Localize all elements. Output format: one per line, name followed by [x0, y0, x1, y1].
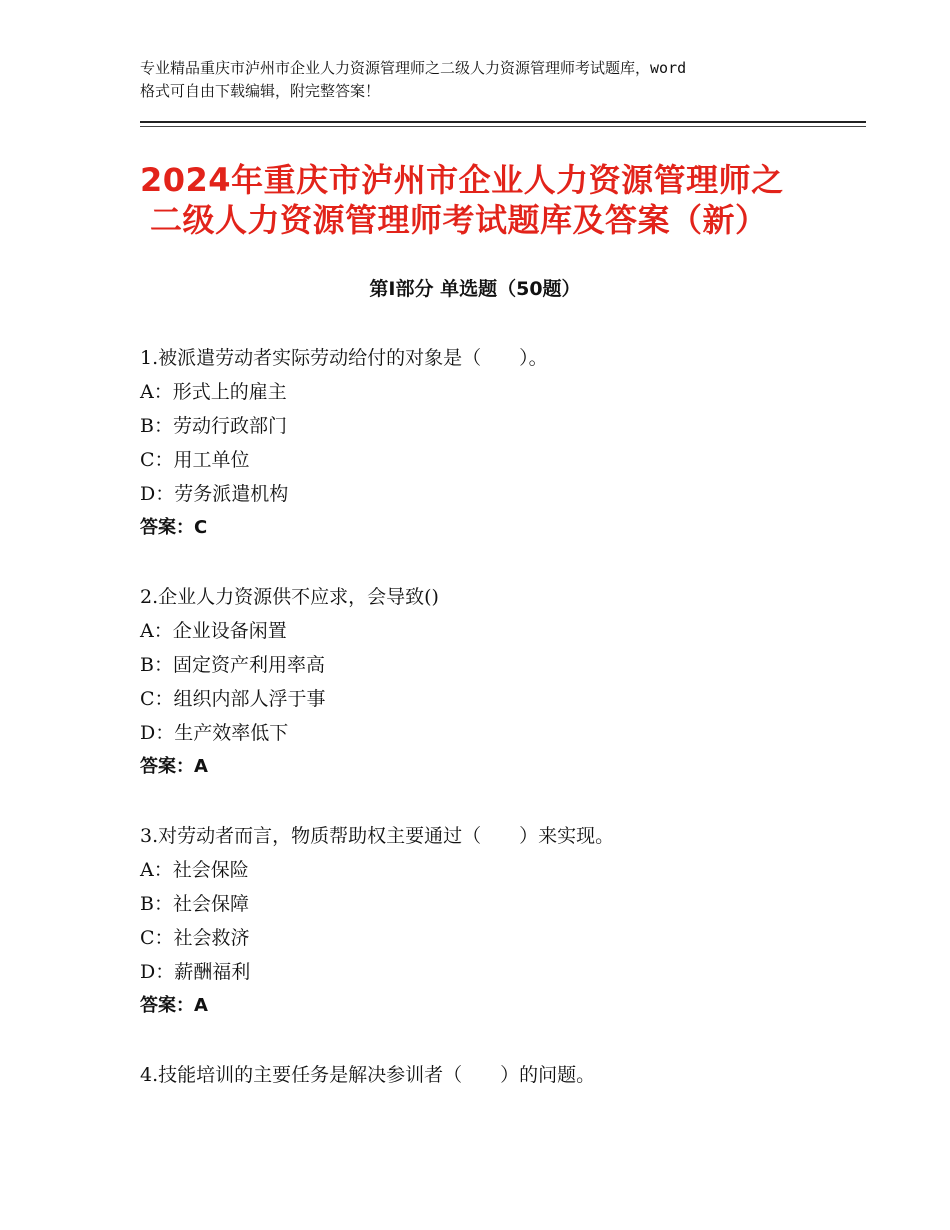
question-stem: 1.被派遣劳动者实际劳动给付的对象是（ ）。: [140, 347, 548, 369]
question-stem: 4.技能培训的主要任务是解决参训者（ ）的问题。: [140, 1064, 596, 1086]
section-heading: 第Ⅰ部分 单选题（50题）: [369, 278, 581, 300]
option-d: D：薪酬福利: [140, 961, 251, 983]
option-c: C：用工单位: [140, 449, 250, 471]
option-c: C：社会救济: [140, 927, 250, 949]
header-note-line-2: 格式可自由下载编辑，附完整答案！: [140, 82, 381, 100]
question-3: [140, 819, 860, 1023]
question-stem: 3.对劳动者而言，物质帮助权主要通过（ ）来实现。: [140, 825, 615, 847]
option-b: B：劳动行政部门: [140, 415, 287, 437]
answer-line: 答案：A: [140, 995, 208, 1016]
document-title-line-1: 2024年重庆市泸州市企业人力资源管理师之: [140, 161, 784, 199]
document-title: [140, 160, 840, 240]
header-divider-thin: [140, 126, 866, 127]
header-note: [140, 57, 840, 103]
document-title-line-2: 二级人力资源管理师考试题库及答案（新）: [150, 201, 768, 239]
option-a: A：形式上的雇主: [140, 381, 287, 403]
question-stem: 2.企业人力资源供不应求，会导致(): [140, 586, 439, 608]
option-a: A：社会保险: [140, 859, 249, 881]
option-d: D：劳务派遣机构: [140, 483, 289, 505]
question-1: [140, 341, 860, 545]
header-divider-thick: [140, 121, 866, 123]
question-4: [140, 1058, 860, 1092]
answer-line: 答案：C: [140, 517, 208, 538]
option-a: A：企业设备闲置: [140, 620, 287, 642]
option-d: D：生产效率低下: [140, 722, 289, 744]
option-c: C：组织内部人浮于事: [140, 688, 326, 710]
question-2: [140, 580, 860, 784]
answer-line: 答案：A: [140, 756, 208, 777]
option-b: B：社会保障: [140, 893, 249, 915]
header-note-line-1: 专业精品重庆市泸州市企业人力资源管理师之二级人力资源管理师考试题库，word: [140, 59, 687, 77]
option-b: B：固定资产利用率高: [140, 654, 325, 676]
